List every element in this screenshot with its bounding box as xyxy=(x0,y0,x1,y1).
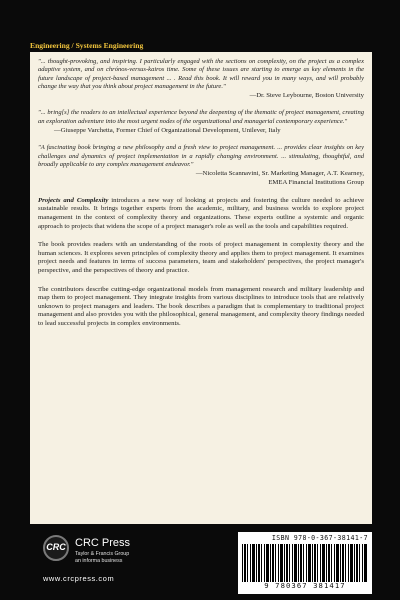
endorsement-quote: "... thought-provoking, and inspiring. I particularly engaged with the sections on complexity, on the project as a complex adaptive system, and on chrónos-versus-kairos time. Some of these issues are starting to emerge as key elements in the future landscape of project-based management ... . Read this book. It will reward you in many ways, and will probably change the way that you think about project management in the future." xyxy=(38,58,364,90)
publisher-line-1: Taylor & Francis Group xyxy=(75,551,130,557)
description-paragraph-2: The book provides readers with an understanding of the roots of project management in complexity theory and the human sciences. It explores seven principles of complexity theory and applies them to project management. It examines project needs and features in terms of success parameters, team and stakeholders' perspectives, the project manager's perspective, and the perspectives of theory and practice. xyxy=(38,241,364,275)
endorsement-quote: "A fascinating book bringing a new philosophy and a fresh view to project management. ... provides clear insights on key challenges and dynamics of project implementation in a rapidly changing environment. ... stimulating, thoughtful, and broadly applicable to any complex management endeavor." xyxy=(38,144,364,168)
endorsement-attribution: —Giuseppe Varchetta, Former Chief of Organizational Development, Unilever, Italy xyxy=(54,127,281,135)
description-paragraph-1 xyxy=(38,197,364,231)
book-category: Engineering / Systems Engineering xyxy=(30,41,144,50)
endorsement-attribution: —Nicoletta Scannavini, Sr. Marketing Manager, A.T. Kearney, xyxy=(195,170,364,178)
isbn-number: 9 780367 381417 xyxy=(264,581,346,590)
top-dark-band xyxy=(0,0,400,38)
back-cover-text-panel xyxy=(30,52,372,524)
endorsement-attribution: —Dr. Steve Leybourne, Boston University xyxy=(249,92,364,100)
publisher-website: www.crcpress.com xyxy=(43,574,115,583)
description-paragraph-1-text: introduces a new way of looking at projects and fostering the culture needed to achieve sustainable results. It brings together experts from the academic, military, and business worlds to explore project management in the context of complexity theory and organizations. These experts outline a systemic and organic approach to projects that widens the scope of a project manager's role as well as the tools and capabilities required. xyxy=(38,196,364,230)
endorsement-1 xyxy=(38,58,364,100)
isbn-barcode-box xyxy=(238,532,372,594)
publisher-name: CRC Press xyxy=(75,537,131,549)
crc-logo-letters: CRC xyxy=(46,542,66,552)
barcode-icon xyxy=(242,544,368,582)
endorsement-quote: "... bring[s] the readers to an intellectual experience beyond the deepening of the thematic of project management, creating an exploration adventure into the most urgent nodes of the organizational and managerial contemporary experience." xyxy=(38,109,364,125)
endorsement-attribution-cont: EMEA Financial Institutions Group xyxy=(268,178,364,186)
publisher-group xyxy=(75,551,129,564)
description-paragraph-3: The contributors describe cutting-edge organizational models from management research and military leadership and map them to project management. They integrate insights from various disciplines to introduce tools that are relatively unknown to project managers and leaders. The book describes a paradigm that is complementary to traditional project management and also provides you with the philosophical, general management, and complexity theory findings needed to lead successful projects in complex environments. xyxy=(38,285,364,327)
endorsement-2 xyxy=(38,109,364,135)
publisher-line-2: an informa business xyxy=(75,557,123,564)
book-title-inline: Projects and Complexity xyxy=(38,196,109,204)
isbn-label: ISBN 978-0-367-38141-7 xyxy=(271,534,368,542)
endorsement-3 xyxy=(38,144,364,186)
